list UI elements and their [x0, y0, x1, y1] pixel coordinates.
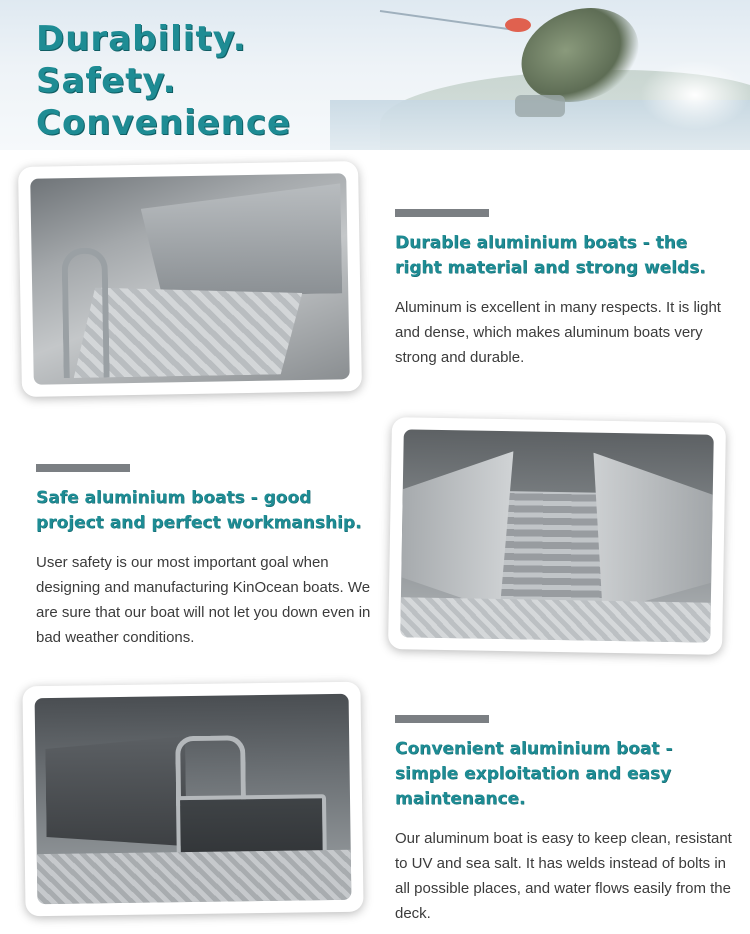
section-divider-bar: [395, 715, 489, 723]
section-divider-bar: [36, 464, 130, 472]
storage-bench: [45, 736, 187, 848]
section-heading: Convenient aluminium boat - simple exploitation and easy maintenance.: [395, 739, 673, 809]
header-banner: [0, 0, 750, 150]
boat-interior-photo-1: [18, 161, 362, 397]
banner-title-line: Convenience: [36, 103, 292, 143]
boat-interior-photo-2: [388, 417, 726, 655]
section-convenience: [395, 715, 735, 926]
distant-boat-image: [515, 95, 565, 117]
section-safety: [36, 464, 376, 650]
fishing-lure: [505, 18, 531, 32]
section-heading: Safe aluminium boats - good project and perfect workmanship.: [36, 488, 362, 533]
banner-title-line: Durability.: [36, 19, 247, 59]
boat-interior-photo-3: [22, 682, 363, 917]
hull-side-left: [401, 449, 514, 611]
water-splash: [640, 60, 750, 130]
section-durability: [395, 209, 735, 370]
handrail: [61, 247, 109, 378]
section-divider-bar: [395, 209, 489, 217]
banner-title-line: Safety.: [36, 61, 177, 101]
fishing-line: [380, 10, 519, 31]
section-body: User safety is our most important goal when designing and manufacturing KinOcean boats. We are sure that our boat will not let you down even in bad weather conditions.: [36, 554, 371, 646]
checker-plate-floor: [400, 597, 711, 642]
hull-side-right: [591, 453, 714, 615]
section-heading: Durable aluminium boats - the right material and strong welds.: [395, 233, 706, 278]
checker-plate-floor: [37, 850, 352, 904]
banner-title: [36, 18, 291, 144]
section-body: Our aluminum boat is easy to keep clean, resistant to UV and sea salt. It has welds instead of bolts in all possible places, and water flows easily from the deck.: [395, 830, 732, 922]
section-body: Aluminum is excellent in many respects. It is light and dense, which makes aluminum boats very strong and durable.: [395, 299, 721, 366]
hull-wall: [140, 183, 342, 296]
